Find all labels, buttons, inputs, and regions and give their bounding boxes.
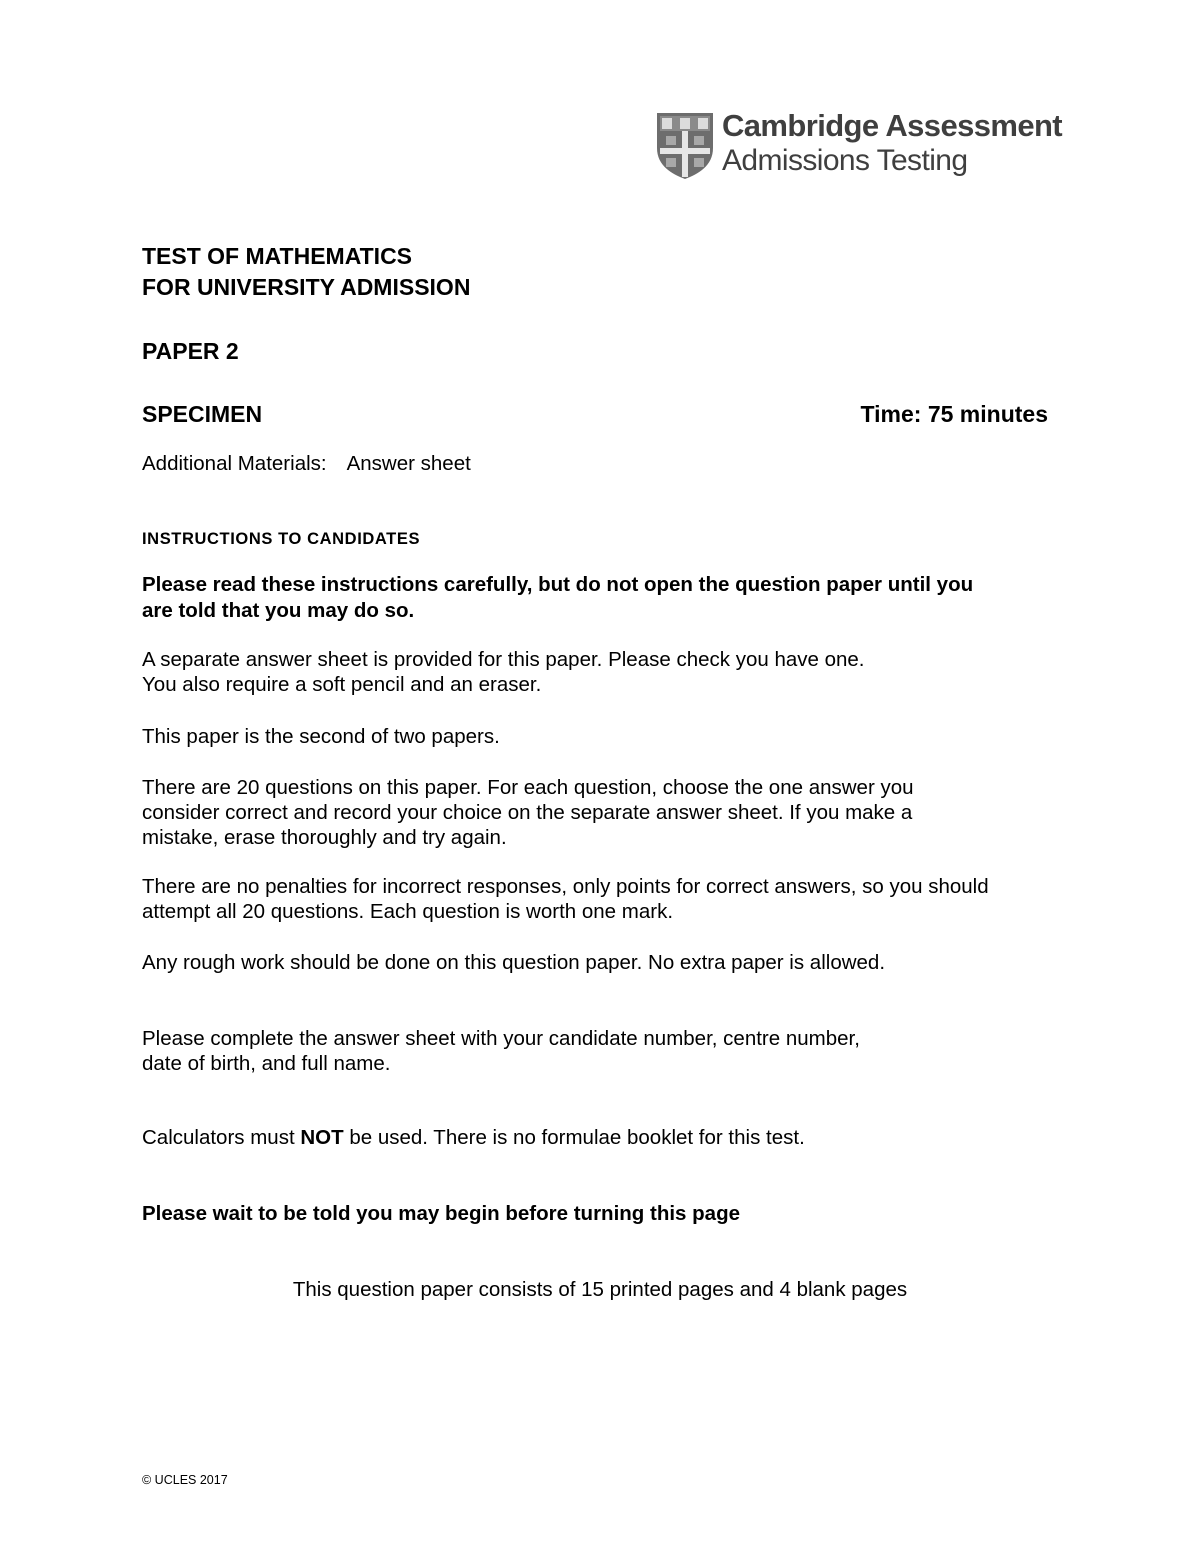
instructions-warning-line1: Please read these instructions carefully, but do not open the question paper until you xyxy=(142,573,974,596)
calculators-note xyxy=(142,1128,805,1149)
answer-sheet-note-line1: A separate answer sheet is provided for this paper. Please check you have one. xyxy=(142,648,865,671)
cambridge-shield-icon xyxy=(656,112,714,180)
penalties-note-line2: attempt all 20 questions. Each question is worth one mark. xyxy=(142,900,674,923)
rough-work-note: Any rough work should be done on this question paper. No extra paper is allowed. xyxy=(142,951,886,974)
specimen-label: SPECIMEN xyxy=(142,401,263,427)
instructions-warning-line2: are told that you may do so. xyxy=(142,599,415,622)
test-title-line2: FOR UNIVERSITY ADMISSION xyxy=(142,274,471,300)
pages-note: This question paper consists of 15 printed pages and 4 blank pages xyxy=(292,1278,908,1301)
questions-note-line3: mistake, erase thoroughly and try again. xyxy=(142,826,507,849)
logo-org-line1: Cambridge Assessment xyxy=(722,108,1063,143)
cambridge-logo xyxy=(656,108,1063,184)
materials-value: Answer sheet xyxy=(346,452,471,475)
paper-number: PAPER 2 xyxy=(142,338,239,364)
calculators-note-end: be used. There is no formulae booklet for this test. xyxy=(343,1126,805,1149)
calculators-note-start: Calculators must xyxy=(142,1126,301,1149)
logo-text xyxy=(722,110,1062,176)
time-allowed: Time: 75 minutes xyxy=(860,401,1048,427)
calculators-not-emphasis: NOT xyxy=(300,1126,344,1149)
complete-sheet-note-line2: date of birth, and full name. xyxy=(142,1052,391,1075)
questions-note-line1: There are 20 questions on this paper. For each question, choose the one answer you xyxy=(142,776,914,799)
questions-note-line2: consider correct and record your choice on the separate answer sheet. If you make a xyxy=(142,801,913,824)
materials-label: Additional Materials: xyxy=(142,452,327,475)
instructions-heading: INSTRUCTIONS TO CANDIDATES xyxy=(142,530,421,548)
copyright: © UCLES 2017 xyxy=(142,1473,228,1487)
answer-sheet-note-line2: You also require a soft pencil and an eraser. xyxy=(142,673,542,696)
paper-order-note: This paper is the second of two papers. xyxy=(142,725,500,748)
wait-instruction: Please wait to be told you may begin before turning this page xyxy=(142,1202,741,1225)
penalties-note-line1: There are no penalties for incorrect responses, only points for correct answers, so you should xyxy=(142,875,989,898)
logo-org-line2: Admissions Testing xyxy=(722,144,968,177)
test-title-line1: TEST OF MATHEMATICS xyxy=(142,243,413,269)
complete-sheet-note-line1: Please complete the answer sheet with your candidate number, centre number, xyxy=(142,1027,860,1050)
additional-materials xyxy=(142,454,471,475)
